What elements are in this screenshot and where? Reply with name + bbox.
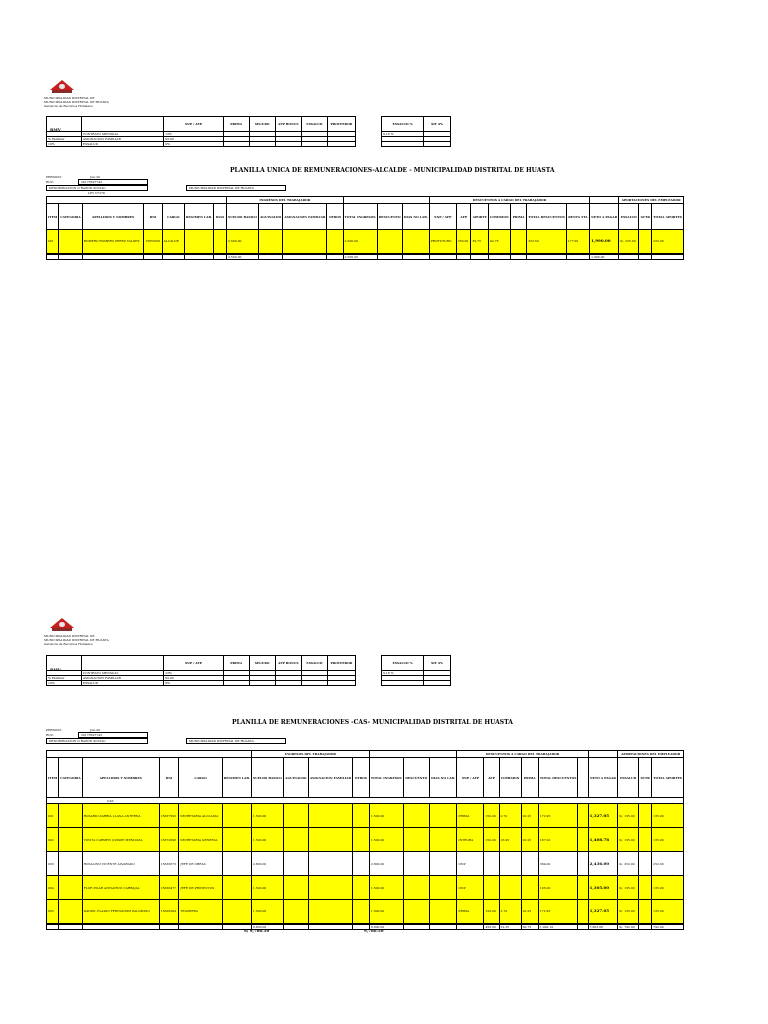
totals-row: 2,500.00 2,500.00 1,990.00 xyxy=(47,254,684,260)
rmv-label: RMV xyxy=(50,127,61,132)
footer-total-left: S/ 9,780.50 xyxy=(244,928,270,933)
table-row: 001 ROMERO ROMERO PEREZ VALDEZ 15659301 ALCALDE 2,500.00 2,500.00 PROFUTURO 250.00 39.75 42.75 332.50 177.00 1,990.00 S/. 225.00 225.00 xyxy=(47,230,684,254)
group-descuentos: DESCUENTOS A CARGO DEL TRABAJADOR xyxy=(429,197,589,204)
hdr-snp: SNP / AFP xyxy=(164,117,224,132)
essalud-box-top: ESSALUD % SIT 4% 9.18 % xyxy=(381,116,451,147)
summary-table-top: SNP / AFP PRIMA SEGURO AFP BONUS ESSALUD PROVEEDOR CONTRATO MENSUAL 13% % Familiar ASIGNACION FAMILIAR 93.00 10% ESSALUD 9% xyxy=(46,116,356,147)
table-row: 002 YOVITA CARMEN QUISPE MENDOZA 15672698 SECRETARIA GENERAL 1,500.00 1,500.00 INTEGRA 150.00 16.95 20.25 187.20 1,408.78 S/. 135.00 135.00 xyxy=(47,828,684,852)
org-line2: MUNICIPALIDAD DISTRITAL DE HUASTA xyxy=(44,100,109,104)
summary-table-bottom: SNP / AFP PRIMA SEGURO AFP BONUS ESSALUD PROVEEDOR CONTRATO MENSUAL 13% % Familiar ASIGNACION FAMILIAR 93.00 10% ESSALUD 9% xyxy=(46,655,356,686)
sheet1-table: INGRESOS DEL TRABAJADOR DESCUENTOS A CARGO DEL TRABAJADOR APORTACIONES DEL EMPLEADOR ITEM CATEGORIA APELLIDOS Y NOMBRES DNI CARGO REGIMEN LAB. DIAS SUELDO BASICO AGUINALDO ASIGNACION FAMILIAR OTROS TOTAL INGRESOS DESCUENTO DIAS NO LAB. SNP / AFP AFP APORTE COMISION PRIMA TOTAL DESCUENTOS RENTA 5TA NETO A PAGAR ESSALUD SCTR TOTAL APORTES 001 ROMERO ROMERO PEREZ VALDEZ 15659301 ALCALDE 2,500.00 2,500.00 PROFUTURO 250.00 39.75 42.75 332.50 177.00 1,990.00 S/. 225.00 225.00 2,500.00 2,500.00 1,990.00 xyxy=(48,198,682,259)
table-row: 001 ROSARIO ZARRIA LLANA ANTERNA 15637593 SECRETARIA ALCALDIA 1,500.00 1,500.00 PRIMA 150.00 2.70 20.25 172.95 1,327.05 S/. 135.00 135.00 xyxy=(47,804,684,828)
municipal-logo-2 xyxy=(50,618,74,634)
table-row: 005 DANIEL ELADIO FERNANDEZ PALOMINO 15636284 TESORERA 1,500.00 1,500.00 PRIMA 150.00 2.70 20.25 172.95 1,327.05 S/. 135.00 135.00 xyxy=(47,900,684,924)
footer-total-right: 9,780.50 xyxy=(364,928,384,933)
totals-row: 8,800.00 8,800.00 450.00 22.35 60.75 1,092.10 7,803.88 S/. 792.00 792.00 xyxy=(47,924,684,930)
sheet1-title: PLANILLA UNICA DE REMUNERACIONES-ALCALDE - MUNICIPALIDAD DISTRITAL DE HUASTA xyxy=(230,167,555,174)
org-name: MUNICIPALIDAD DISTRITAL DE xyxy=(44,96,95,100)
sheet2-title: PLANILLA DE REMUNERACIONES -CAS- MUNICIPALIDAD DISTRITAL DE HUASTA xyxy=(232,719,513,726)
group-ingresos: INGRESOS DEL TRABAJADOR xyxy=(227,197,344,204)
org-line3: Gerencia de Recursos Humanos xyxy=(44,104,93,108)
sheet2-table: INGRESOS DEL TRABAJADOR DESCUENTOS A CARGO DEL TRABAJADOR APORTACIONES DEL EMPLEADOR ITEM CATEGORIA APELLIDOS Y NOMBRES DNI CARGO REGIMEN LAB. SUELDO BASICO AGUINALDO ASIGNACION FAMILIAR OTROS TOTAL INGRESOS DESCUENTO DIAS NO LAB. SNP / AFP AFP COMISION PRIMA TOTAL DESCUENTOS NETO A PAGAR ESSALUD SCTR TOTAL APORTES CAS 001 ROSARIO ZARRIA LLANA ANTERNA 15637593 SECRETARIA ALCALDIA 1,500.00 1,500.00 PRIMA 150.00 2.70 20.25 172.95 1,327.05 S/. 135.00 135.00 002 YOVITA CARMEN QUISPE MENDOZA 15672698 SECRETARIA GENERAL 1,500.00 1,500.00 INTEGRA 150.00 16.95 20.25 187.20 1,408.78 S/. 135.00 135.00 003 ROSALINO VICENTE ALVARADO 15636673 JEFE DE OBRAS 2,800.00 2,800.00 ONP 364.00 2,436.00 S/. 252.00 252.00 004 FLOR PILAR ANTAURCO CARBAJAL 15636477 JEFE DE PROYECTOS 1,500.00 1,500.00 ONP 195.00 1,305.00 S/. 135.00 135.00 005 DANIEL ELADIO FERNANDEZ PALOMINO 15636284 TESORERA 1,500.00 1,500.00 PRIMA 150.00 2.70 20.25 172.95 1,327.05 S/. 135.00 135.00 8,800.00 8,800.00 450.00 22.35 60.75 1,092.10 7,803.88 S/. 792.00 792.00 xyxy=(48,752,682,929)
group-aportes: APORTACIONES DEL EMPLEADOR xyxy=(619,197,684,204)
table-row: 003 ROSALINO VICENTE ALVARADO 15636673 JEFE DE OBRAS 2,800.00 2,800.00 ONP 364.00 2,436.00 S/. 252.00 252.00 xyxy=(47,852,684,876)
essalud-box-bottom: ESSALUD % SIT 4% 9.18 % xyxy=(381,655,451,686)
municipal-logo xyxy=(50,80,74,96)
table-row: 004 FLOR PILAR ANTAURCO CARBAJAL 15636477 JEFE DE PROYECTOS 1,500.00 1,500.00 ONP 195.00 1,305.00 S/. 135.00 135.00 xyxy=(47,876,684,900)
